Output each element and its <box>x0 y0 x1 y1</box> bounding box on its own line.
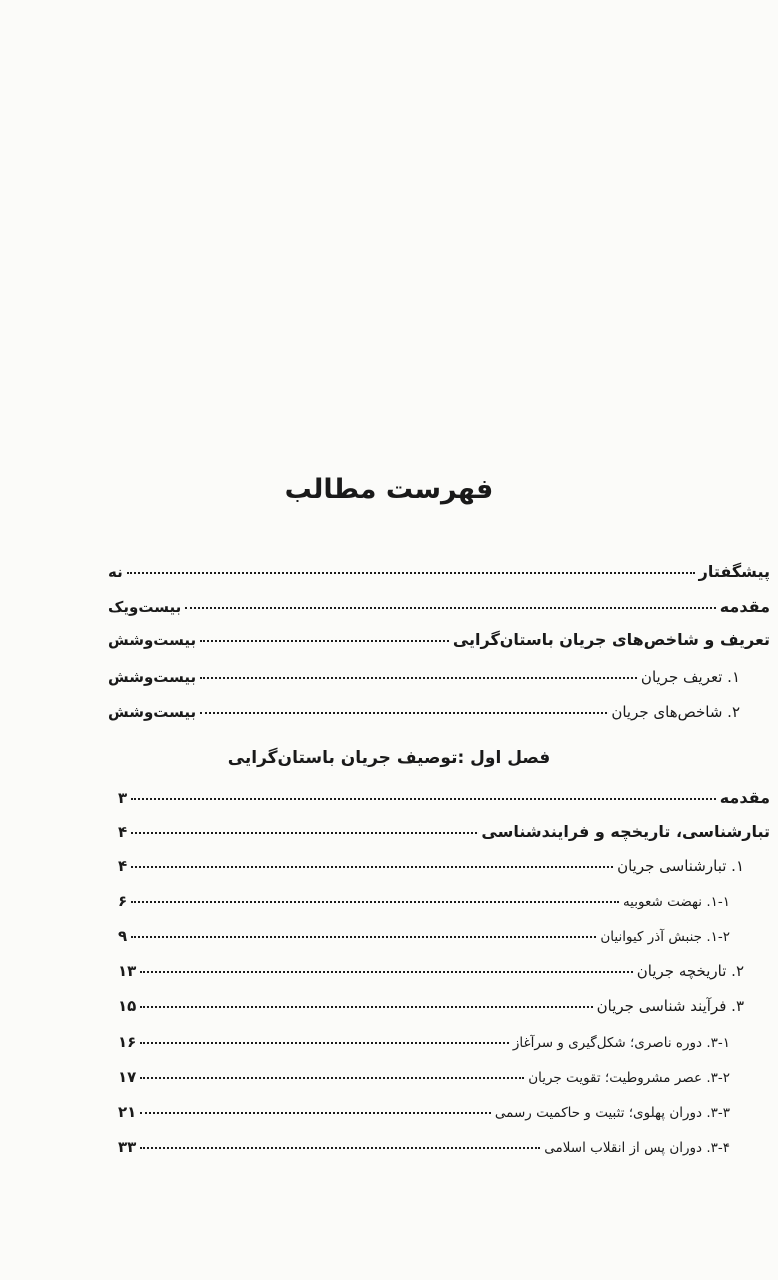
toc-entry-page: ۱۶ <box>118 1033 137 1051</box>
toc-entry-page: ۲۱ <box>118 1103 137 1121</box>
toc-entry-page: ۱۳ <box>118 962 137 980</box>
toc-entry-title: ۱-۲. جنبش آذر کیوانیان <box>600 929 730 945</box>
toc-entry-indicators <box>108 703 740 721</box>
toc-entry-page: ۱۵ <box>118 997 137 1015</box>
toc-entry-page: بیست‌ویک <box>108 598 182 616</box>
toc-entry-page: بیست‌وشش <box>108 631 197 649</box>
toc-entry-title: تعریف و شاخص‌های جریان باستان‌گرایی <box>452 630 770 649</box>
toc-entry-title: ۳-۱. دوره ناصری؛ شکل‌گیری و سرآغاز <box>512 1035 730 1051</box>
toc-entry-title: ۱. تبارشناسی جریان <box>617 857 744 875</box>
dot-leader <box>127 572 695 574</box>
toc-entry-title: ۱-۱. نهضت شعوبیه <box>622 894 730 910</box>
toc-entry-page: ۳۳ <box>118 1138 137 1156</box>
dot-leader <box>131 798 716 800</box>
dot-leader <box>140 1042 509 1044</box>
toc-entry-definition <box>108 668 740 686</box>
toc-entry-page: ۳ <box>118 789 128 807</box>
dot-leader <box>140 1077 524 1079</box>
toc-entry-title: ۳-۴. دوران پس از انقلاب اسلامی <box>544 1140 730 1156</box>
toc-entry-page: ۱۷ <box>118 1068 137 1086</box>
toc-entry-title: ۳-۳. دوران پهلوی؛ تثبیت و حاکمیت رسمی <box>494 1105 730 1121</box>
toc-entry-page: ۴ <box>118 857 128 875</box>
dot-leader <box>140 1112 491 1114</box>
toc-entry-title: ۲. شاخص‌های جریان <box>611 703 740 721</box>
dot-leader <box>185 607 716 609</box>
toc-entry-title: ۳. فرآیند شناسی جریان <box>596 997 744 1015</box>
toc-entry-azar-kayvan <box>118 927 730 945</box>
dot-leader <box>200 640 449 642</box>
toc-entry-title: ۲. تاریخچه جریان <box>636 962 744 980</box>
toc-entry-pahlavi <box>118 1103 730 1121</box>
dot-leader <box>131 936 596 938</box>
toc-entry-page: نه <box>108 563 123 581</box>
toc-entry-page: ۴ <box>118 823 128 841</box>
toc-entry-title: ۳-۲. عصر مشروطیت؛ تقویت جریان <box>528 1070 730 1086</box>
page-title: فهرست مطالب <box>284 474 494 505</box>
toc-entry-constitutional <box>118 1068 730 1086</box>
toc-entry-page: ۶ <box>118 892 128 910</box>
toc-entry-naseri <box>118 1033 730 1051</box>
dot-leader <box>131 832 477 834</box>
toc-entry-process <box>118 997 744 1015</box>
dot-leader <box>131 866 613 868</box>
dot-leader <box>200 677 637 679</box>
toc-entry-genealogy-section <box>118 822 770 841</box>
toc-entry-title: مقدمه <box>719 788 770 807</box>
dot-leader <box>140 1006 592 1008</box>
dot-leader <box>140 1147 540 1149</box>
toc-entry-history <box>118 962 744 980</box>
toc-entry-title: ۱. تعریف جریان <box>640 668 740 686</box>
dot-leader <box>131 901 619 903</box>
dot-leader <box>200 712 607 714</box>
toc-entry-page: ۹ <box>118 927 128 945</box>
toc-entry-title: تبارشناسی، تاریخچه و فرایندشناسی <box>481 822 770 841</box>
dot-leader <box>140 971 632 973</box>
toc-entry-definition-section <box>108 630 770 649</box>
toc-entry-chapter-intro <box>118 788 770 807</box>
toc-entry-page: بیست‌وشش <box>108 668 197 686</box>
toc-entry-genealogy <box>118 857 744 875</box>
toc-entry-page: بیست‌وشش <box>108 703 197 721</box>
toc-entry-preface <box>108 562 770 581</box>
toc-entry-introduction <box>108 597 770 616</box>
toc-entry-post-revolution <box>118 1138 730 1156</box>
chapter-heading: فصل اول :توصیف جریان باستان‌گرایی <box>227 748 551 768</box>
toc-entry-title: پیشگفتار <box>698 562 770 581</box>
toc-entry-shuubiyya <box>118 892 730 910</box>
toc-entry-title: مقدمه <box>719 597 770 616</box>
